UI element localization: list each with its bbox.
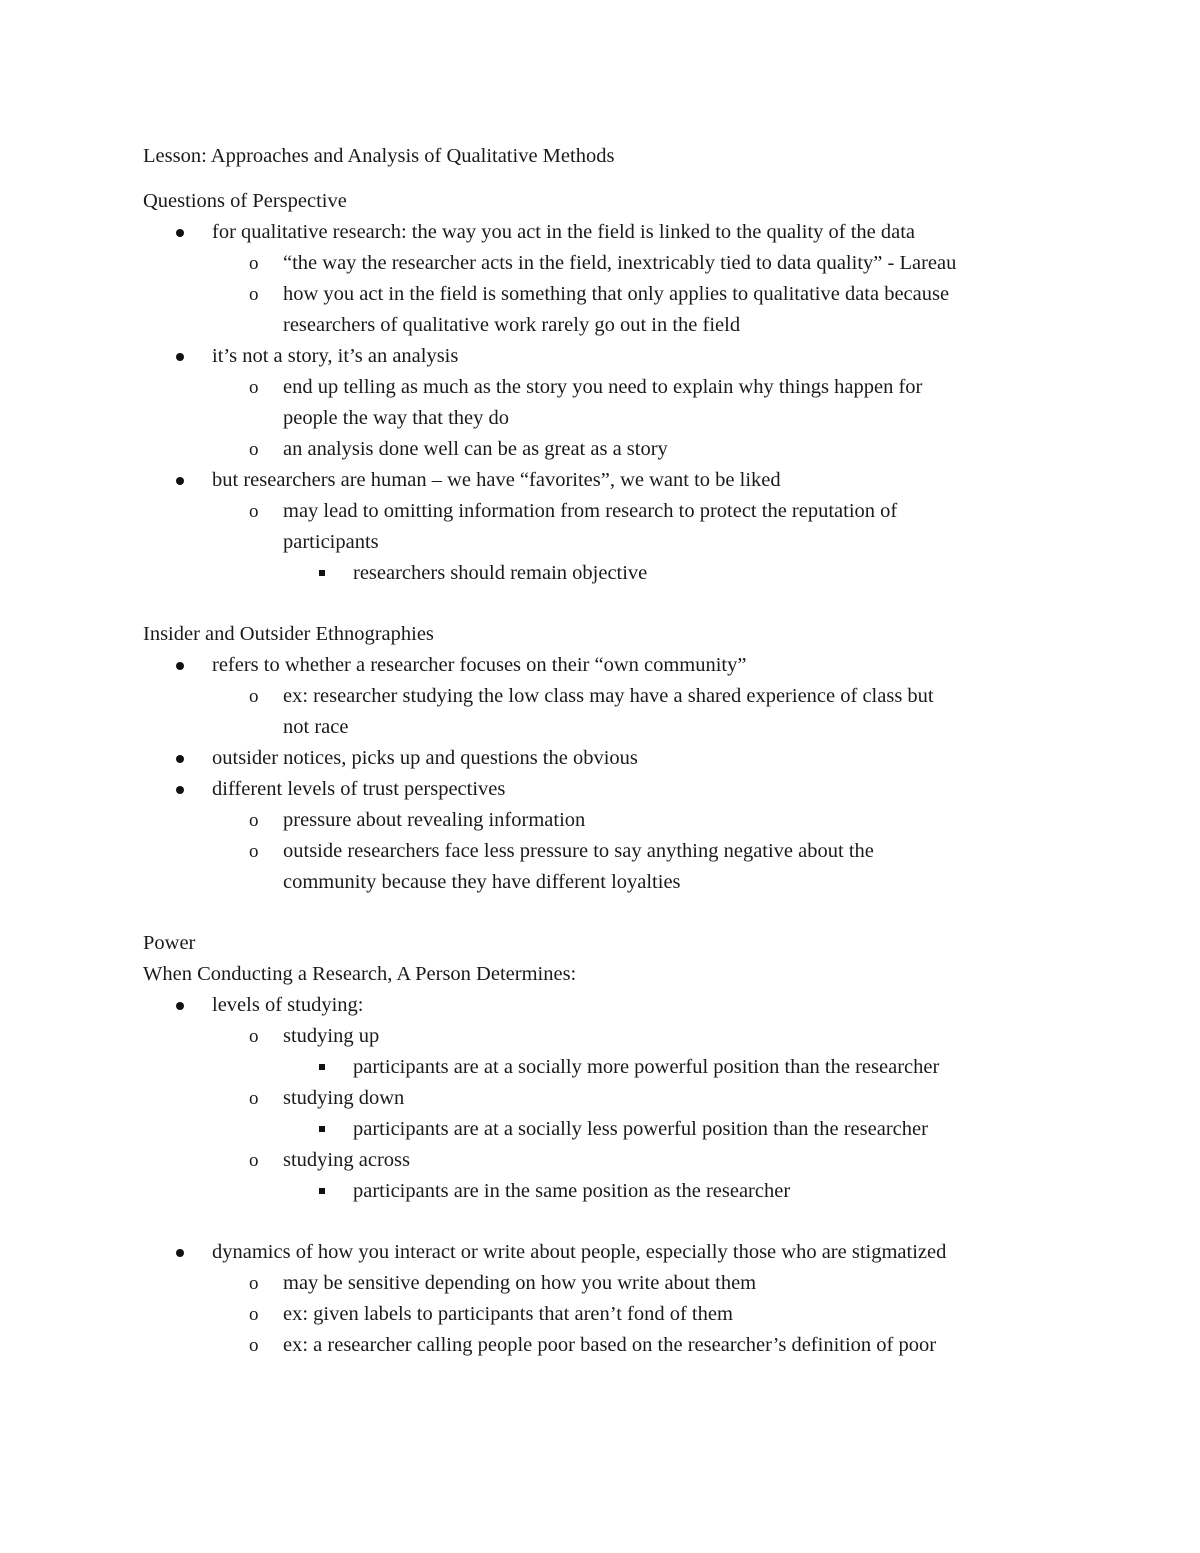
list-item-continuation: researchers of qualitative work rarely go out in the field <box>283 314 741 336</box>
list-item-continuation: not race <box>283 716 349 738</box>
list-item: o pressure about revealing information <box>143 805 1073 836</box>
bullet-dot-icon <box>176 755 184 763</box>
bullet-circle-icon: o <box>249 841 259 862</box>
list-item: but researchers are human – we have “favorites”, we want to be liked <box>143 465 1073 496</box>
list-item: o “the way the researcher acts in the field, inextricably tied to data quality” - Lareau <box>143 248 1073 279</box>
bullet-circle-icon: o <box>249 253 259 274</box>
list-item: o outside researchers face less pressure to say anything negative about the <box>143 836 1073 867</box>
document-title: Lesson: Approaches and Analysis of Qualitative Methods <box>143 145 615 167</box>
bullet-square-icon <box>319 570 325 576</box>
list-item-continuation: community because they have different loyalties <box>283 871 681 893</box>
bullet-circle-icon: o <box>249 284 259 305</box>
list-item: refers to whether a researcher focuses on their “own community” <box>143 650 1073 681</box>
section-heading-ethnographies: Insider and Outsider Ethnographies <box>143 623 434 645</box>
list-item: dynamics of how you interact or write about people, especially those who are stigmatized <box>143 1237 1073 1268</box>
bullet-circle-icon: o <box>249 810 259 831</box>
bullet-circle-icon: o <box>249 501 259 522</box>
section-heading-power: Power <box>143 932 196 954</box>
section-subheading: When Conducting a Research, A Person Determines: <box>143 963 577 985</box>
bullet-dot-icon <box>176 786 184 794</box>
list-item: o studying up <box>143 1021 1073 1052</box>
document-body <box>143 141 1073 1361</box>
list-item: outsider notices, picks up and questions the obvious <box>143 743 1073 774</box>
list-item: o how you act in the field is something that only applies to qualitative data because <box>143 279 1073 310</box>
list-item: o ex: a researcher calling people poor based on the researcher’s definition of poor <box>143 1330 1073 1361</box>
list-item: for qualitative research: the way you act in the field is linked to the quality of the data <box>143 217 1073 248</box>
spacer <box>143 898 1073 928</box>
bullet-square-icon <box>319 1188 325 1194</box>
list-item: participants are at a socially more powerful position than the researcher <box>143 1052 1073 1083</box>
list-item: participants are in the same position as the researcher <box>143 1176 1073 1207</box>
list-item: o studying across <box>143 1145 1073 1176</box>
bullet-circle-icon: o <box>249 439 259 460</box>
bullet-circle-icon: o <box>249 1150 259 1171</box>
bullet-square-icon <box>319 1126 325 1132</box>
bullet-dot-icon <box>176 353 184 361</box>
bullet-circle-icon: o <box>249 1335 259 1356</box>
bullet-dot-icon <box>176 1249 184 1257</box>
list-item: o may lead to omitting information from research to protect the reputation of <box>143 496 1073 527</box>
spacer <box>143 589 1073 619</box>
list-item: levels of studying: <box>143 990 1073 1021</box>
bullet-dot-icon <box>176 1002 184 1010</box>
list-item: different levels of trust perspectives <box>143 774 1073 805</box>
list-item: researchers should remain objective <box>143 558 1073 589</box>
bullet-circle-icon: o <box>249 1304 259 1325</box>
list-item: o studying down <box>143 1083 1073 1114</box>
bullet-circle-icon: o <box>249 686 259 707</box>
list-item: o may be sensitive depending on how you write about them <box>143 1268 1073 1299</box>
bullet-circle-icon: o <box>249 1026 259 1047</box>
spacer <box>143 1207 1073 1237</box>
bullet-square-icon <box>319 1064 325 1070</box>
list-item-continuation: people the way that they do <box>283 407 510 429</box>
list-item-continuation: participants <box>283 531 379 553</box>
list-item: o ex: given labels to participants that aren’t fond of them <box>143 1299 1073 1330</box>
bullet-dot-icon <box>176 229 184 237</box>
bullet-dot-icon <box>176 477 184 485</box>
list-item: it’s not a story, it’s an analysis <box>143 341 1073 372</box>
list-item: o ex: researcher studying the low class may have a shared experience of class but <box>143 681 1073 712</box>
list-item: o an analysis done well can be as great as a story <box>143 434 1073 465</box>
list-item: o end up telling as much as the story you need to explain why things happen for <box>143 372 1073 403</box>
bullet-circle-icon: o <box>249 1273 259 1294</box>
list-item: participants are at a socially less powerful position than the researcher <box>143 1114 1073 1145</box>
bullet-circle-icon: o <box>249 1088 259 1109</box>
section-heading-perspective: Questions of Perspective <box>143 190 347 212</box>
bullet-dot-icon <box>176 662 184 670</box>
bullet-circle-icon: o <box>249 377 259 398</box>
